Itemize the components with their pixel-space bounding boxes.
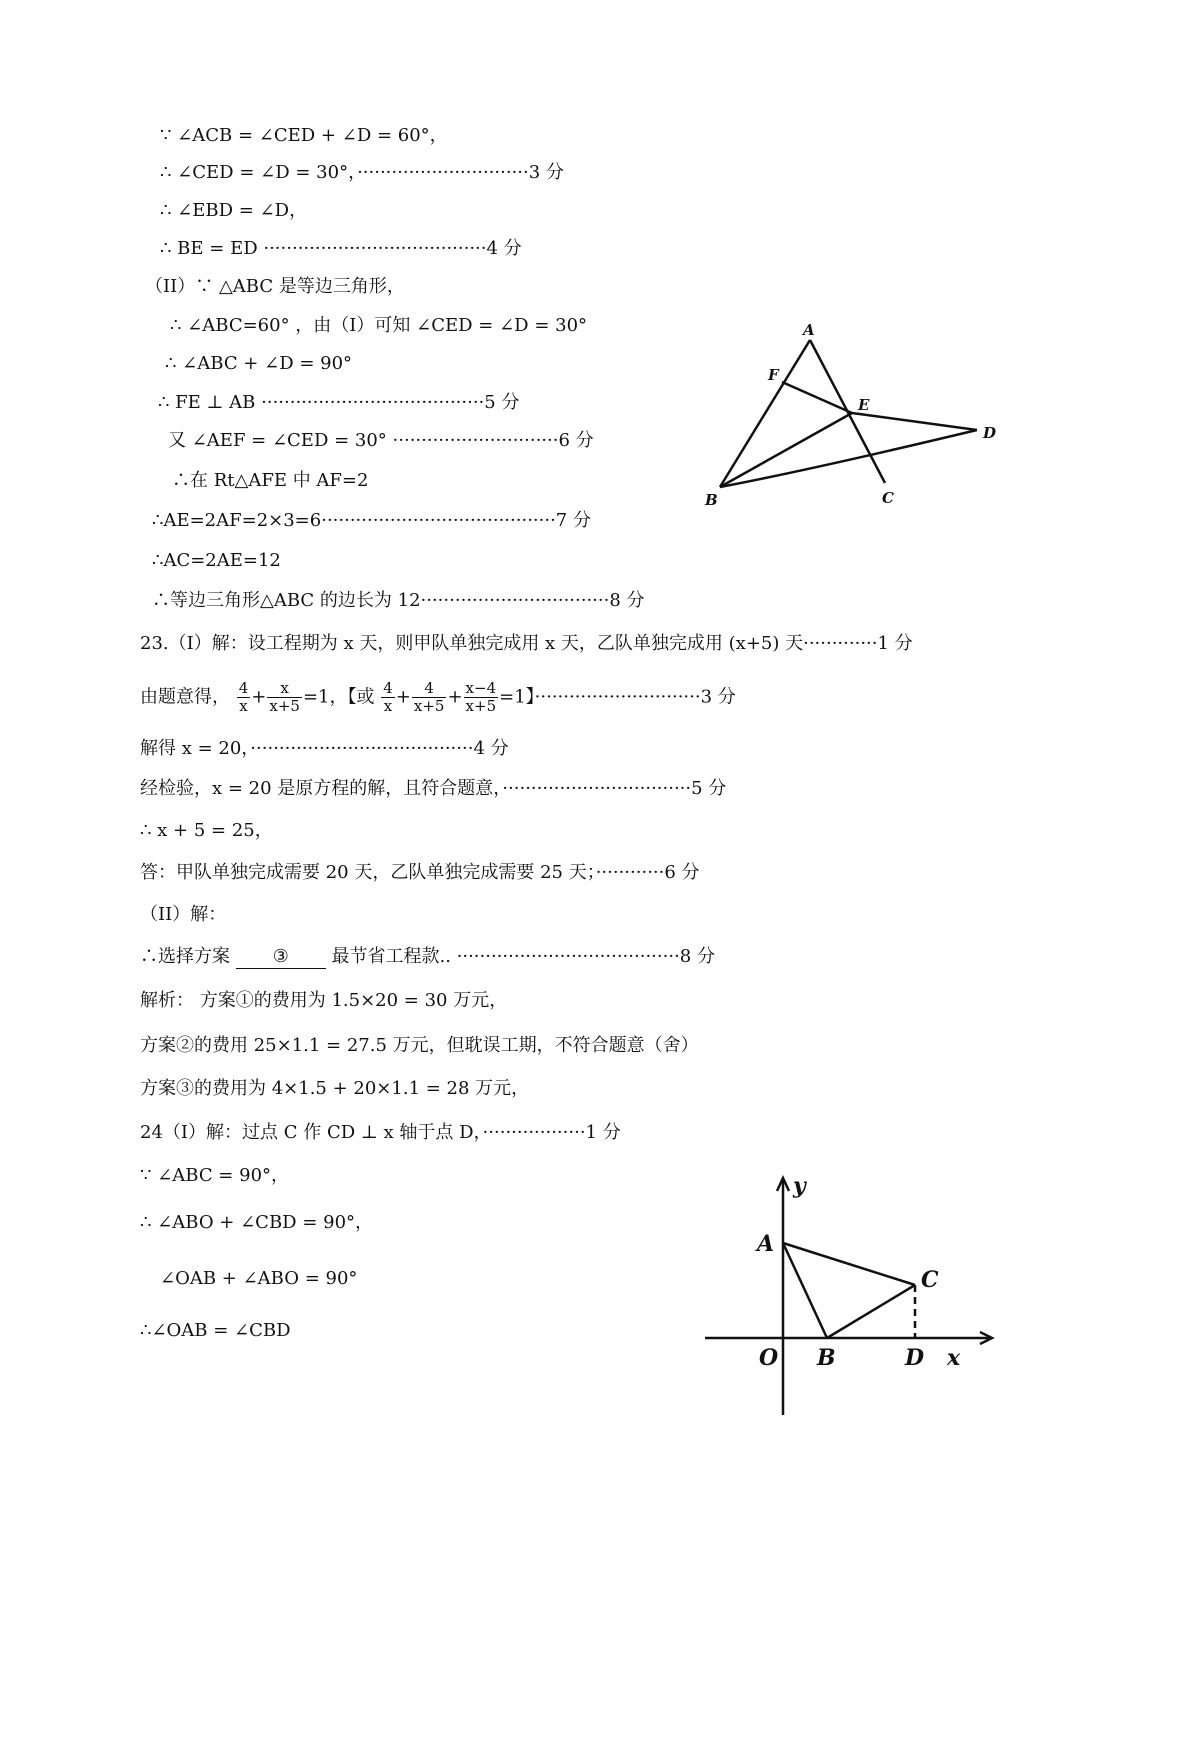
line-8: ∴ FE ⊥ AB ·······································5 分 [158,392,520,413]
label-c: C [882,489,894,507]
line-29: ∴∠OAB = ∠CBD [140,1320,291,1341]
line-11: ∴AE=2AF=2×3=6·········································7 分 [152,510,591,531]
line-25: 24（I）解：过点 C 作 CD ⊥ x 轴于点 D，··················1 分 [140,1122,621,1143]
line-16: 解得 x = 20，·······································4 分 [140,738,509,759]
line-20: （II）解： [140,904,227,925]
label-y: y [793,1175,806,1199]
triangle-figure [690,320,1020,520]
line-27: ∴ ∠ABO + ∠CBD = 90°， [140,1212,374,1233]
line-4: ∴ BE = ED ·······································4 分 [160,238,522,259]
line-18: ∴ x + 5 = 25， [140,820,273,841]
line-22: 解析： 方案①的费用为 1.5×20 = 30 万元， [140,990,508,1011]
segment-be [720,413,852,487]
line-3: ∴ ∠EBD = ∠D， [160,200,308,221]
line-21 [140,946,715,969]
fraction-3: $\frac{4}{x}$ [383,679,393,715]
label-e: E [858,396,870,414]
coordinate-figure [705,1175,1005,1415]
label-x: x [947,1345,961,1371]
label-a: A [757,1231,775,1257]
line-15-mid: =1，【或 [302,686,375,708]
fraction-4: $\frac{4}{x+5}$ [413,679,445,715]
line-10: ∴在 Rt△AFE 中 AF=2 [172,470,369,491]
line-13: ∴等边三角形△ABC 的边长为 12·································8 分 [152,590,645,611]
line-15-suffix: =1】·····························3 分 [499,686,736,708]
answer-blank: ③ [236,946,326,969]
label-o: O [759,1345,779,1371]
line-21-suffix: 最节省工程款.. ·······································8 分 [331,946,715,967]
line-7: ∴ ∠ABC + ∠D = 90° [165,353,353,374]
line-14: 23.（I）解：设工程期为 x 天，则甲队单独完成用 x 天，乙队单独完成用 (x+5) 天·············1 分 [140,633,913,654]
label-f: F [768,366,779,384]
line-9: 又 ∠AEF = ∠CED = 30° ·····························6 分 [168,430,594,451]
segment-ab [783,1243,827,1338]
line-1: ∵ ∠ACB = ∠CED + ∠D = 60°， [160,125,448,146]
label-b: B [817,1345,836,1371]
line-21-prefix: ∴选择方案 [140,946,230,967]
label-d: D [983,424,997,442]
segment-bc [827,1285,915,1338]
segment-ed [852,413,977,430]
line-17: 经检验，x = 20 是原方程的解，且符合题意，·································5 分 [140,778,727,799]
segment-ab [720,340,810,487]
line-23: 方案②的费用 25×1.1 = 27.5 万元，但耽误工期，不符合题意（舍） [140,1035,699,1056]
label-d: D [905,1345,925,1371]
label-a: A [803,321,815,339]
label-b: B [705,491,718,509]
line-26: ∵ ∠ABC = 90°， [140,1165,290,1186]
line-24: 方案③的费用为 4×1.5 + 20×1.1 = 28 万元， [140,1078,530,1099]
fraction-1: $\frac{4}{x}$ [238,679,249,715]
line-19: 答：甲队单独完成需要 20 天，乙队单独完成需要 25 天；············6 分 [140,862,700,883]
segment-ac [783,1243,915,1285]
line-12: ∴AC=2AE=12 [152,550,281,571]
line-28: ∠OAB + ∠ABO = 90° [160,1268,358,1289]
label-c: C [921,1267,939,1293]
fraction-2: $\frac{x}{x+5}$ [269,679,300,715]
line-15: 由题意得， $\frac{4}{x}$ + $\frac{x}{x+5}$ =1，【或 $\frac{4}{x}$ + $\frac{4}{x+5}$ + $\frac{x-4}{x+5}$ =1】·····························3 分 [140,679,736,715]
fraction-5: $\frac{x-4}{x+5}$ [465,679,497,715]
arc-bd [720,430,977,487]
line-2: ∴ ∠CED = ∠D = 30°，······························3 分 [160,162,564,183]
line-15-prefix: 由题意得， [140,686,230,708]
line-6: ∴ ∠ABC=60° ，由（I）可知 ∠CED = ∠D = 30° [170,315,588,336]
line-5: （II）∵ △ABC 是等边三角形， [145,276,405,297]
